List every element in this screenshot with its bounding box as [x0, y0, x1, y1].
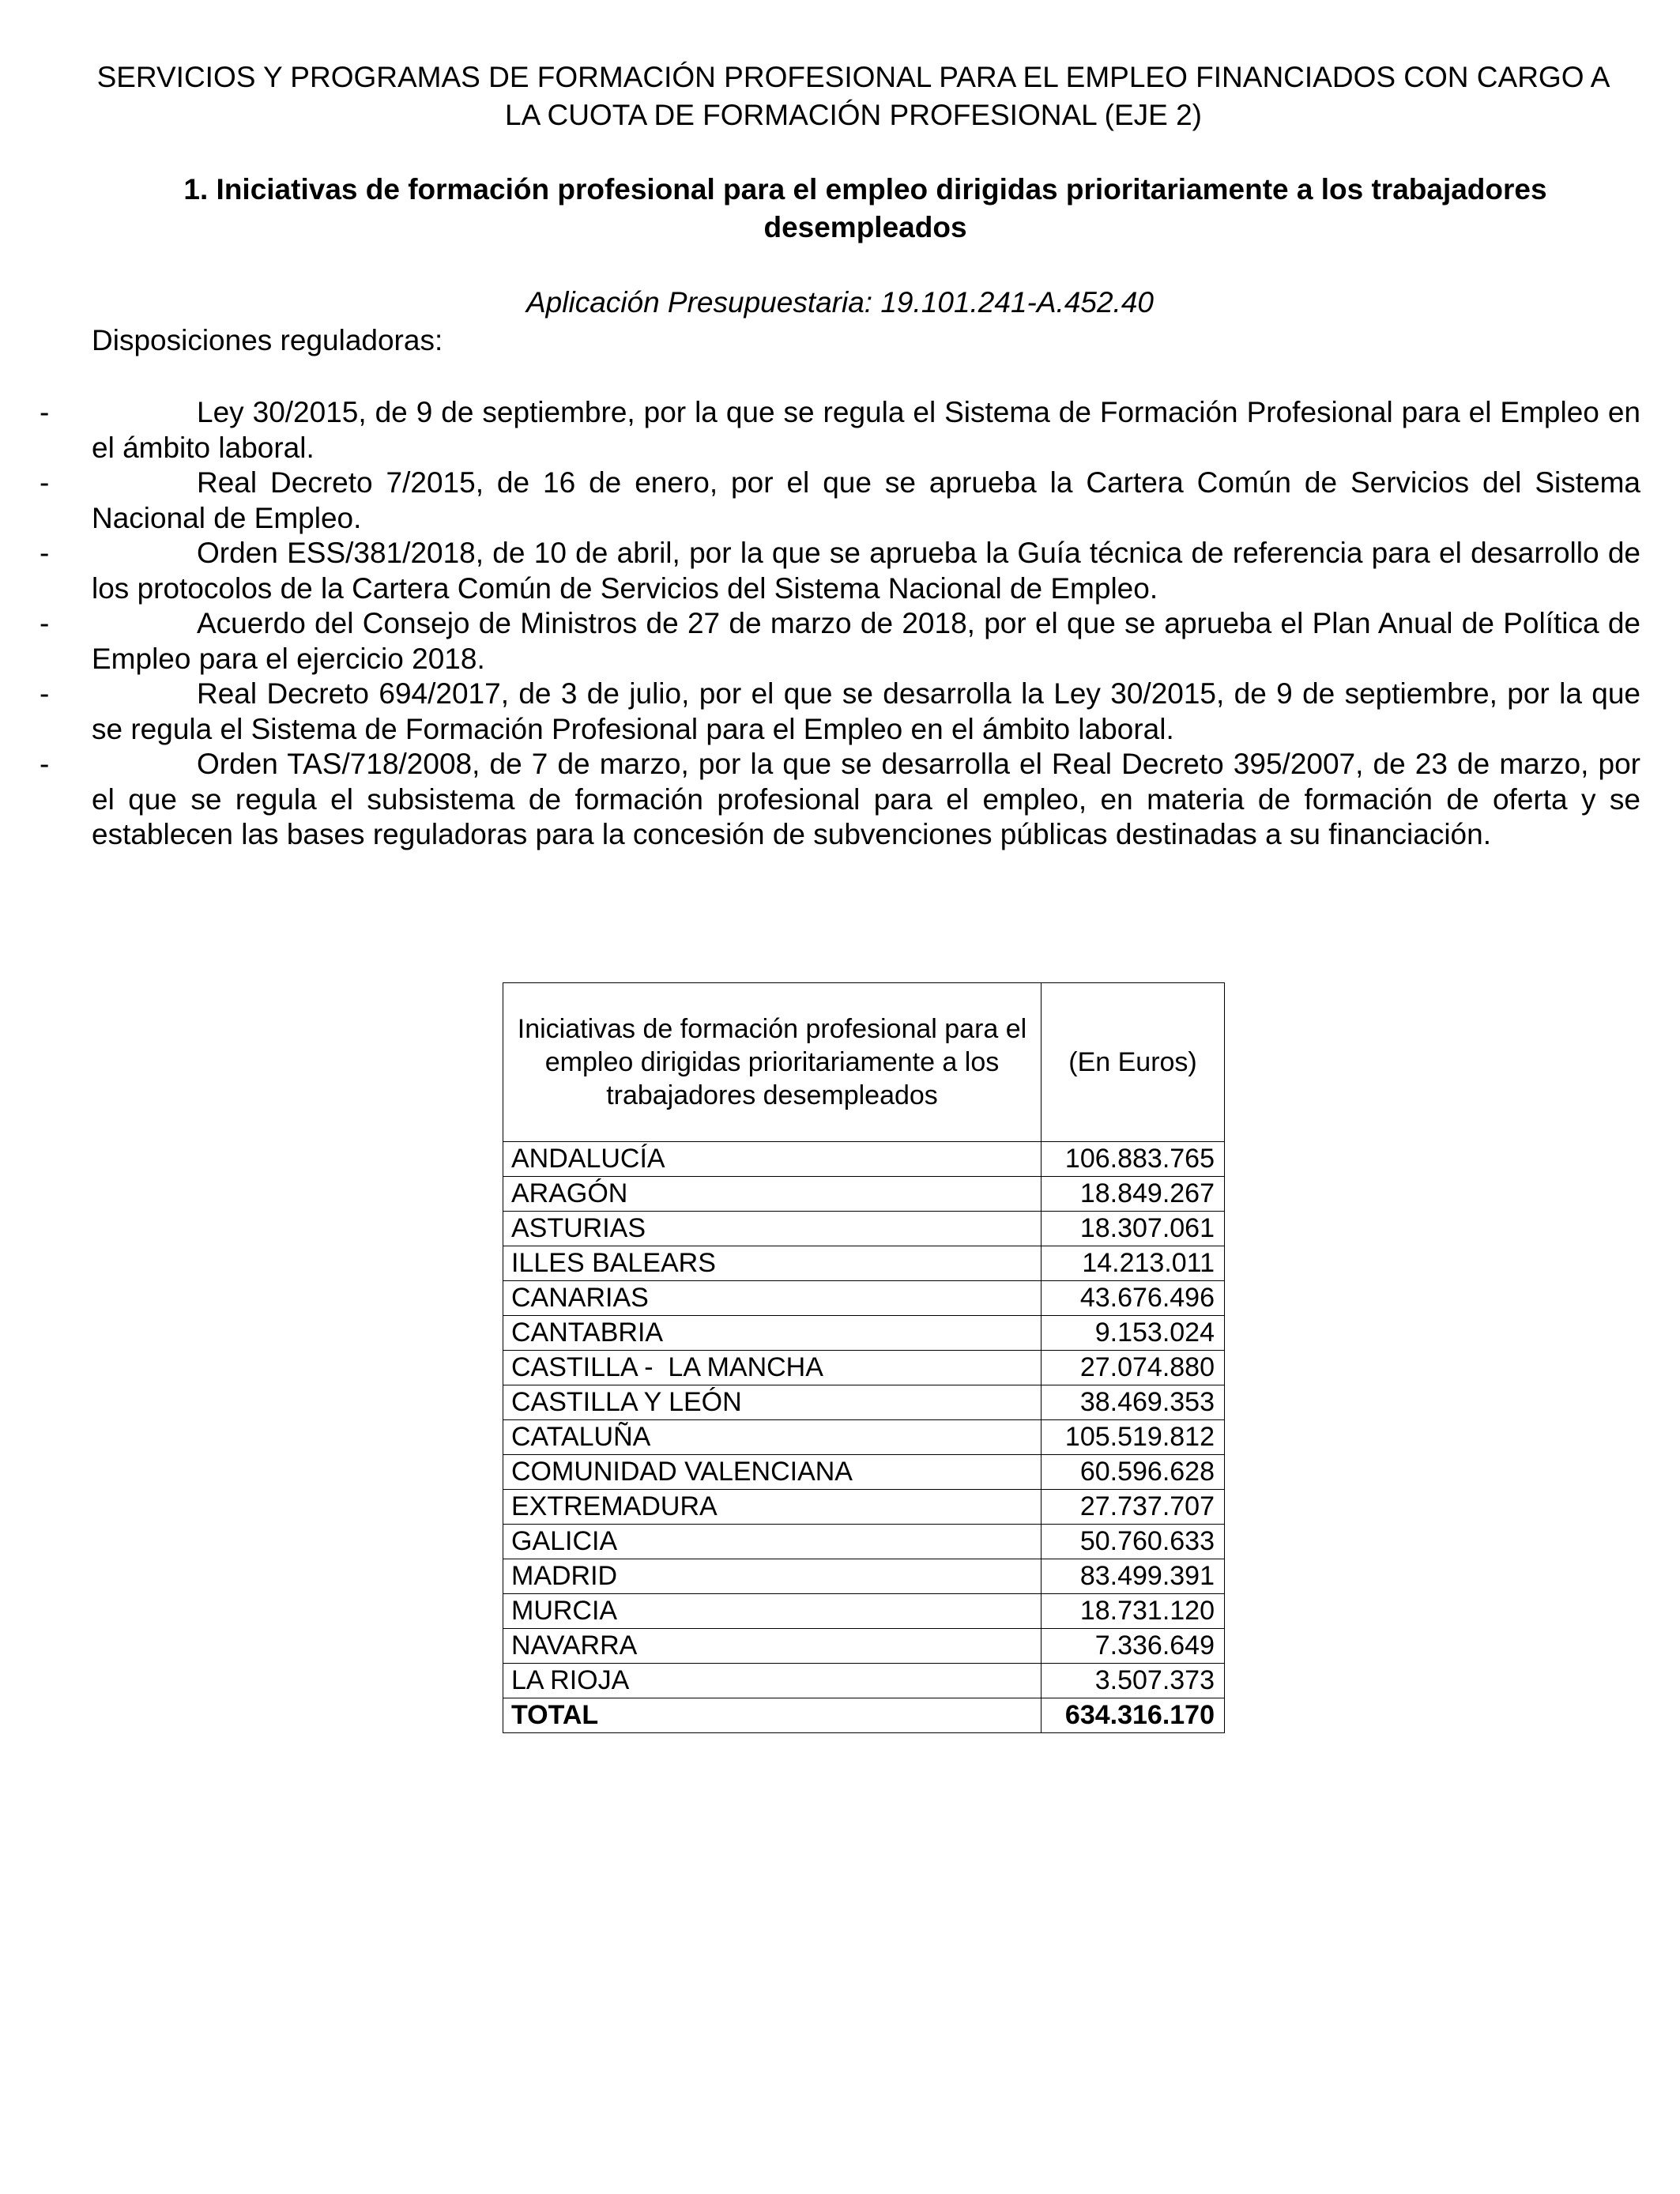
region-cell: CANTABRIA — [503, 1316, 1042, 1351]
regulation-text: Orden TAS/718/2008, de 7 de marzo, por la que se desarrolla el Real Decreto 395/2007, de 23 de marzo, por el que se regula el subsistema de formación profesional para el empleo, en materia de formación de oferta y se establecen las bases reguladoras para la concesión de subvenciones públicas destinadas a su financiación. — [92, 748, 1640, 850]
region-cell: CASTILLA Y LEÓN — [503, 1385, 1042, 1420]
region-cell: ANDALUCÍA — [503, 1142, 1042, 1177]
region-cell: NAVARRA — [503, 1629, 1042, 1664]
region-cell: EXTREMADURA — [503, 1490, 1042, 1525]
table-row — [503, 1420, 1225, 1455]
header-region: Iniciativas de formación profesional para el empleo dirigidas prioritariamente a los trabajadores desempleados — [503, 983, 1042, 1142]
amount-cell: 27.074.880 — [1042, 1351, 1225, 1385]
region-cell: CASTILLA - LA MANCHA — [503, 1351, 1042, 1385]
region-cell: CANARIAS — [503, 1281, 1042, 1316]
budget-line: Aplicación Presupuestaria: 19.101.241-A.452.40 — [526, 286, 1154, 319]
amount-cell: 9.153.024 — [1042, 1316, 1225, 1351]
region-cell: GALICIA — [503, 1525, 1042, 1559]
regulation-text: Orden ESS/381/2018, de 10 de abril, por la que se aprueba la Guía técnica de referencia para el desarrollo de los protocolos de la Cartera Común de Servicios del Sistema Nacional de Empleo. — [92, 537, 1640, 605]
regulation-item — [0, 536, 1640, 606]
region-cell: MADRID — [503, 1559, 1042, 1594]
amount-cell: 83.499.391 — [1042, 1559, 1225, 1594]
region-cell: CATALUÑA — [503, 1420, 1042, 1455]
amount-cell: 105.519.812 — [1042, 1420, 1225, 1455]
regulation-dash: - — [40, 396, 50, 428]
region-cell: ILLES BALEARS — [503, 1246, 1042, 1281]
total-amount: 634.316.170 — [1042, 1698, 1225, 1733]
region-cell: ASTURIAS — [503, 1212, 1042, 1246]
table-row — [503, 1629, 1225, 1664]
header-amount: (En Euros) — [1042, 983, 1225, 1142]
regulation-dash: - — [40, 677, 50, 710]
amount-cell: 106.883.765 — [1042, 1142, 1225, 1177]
table-row — [503, 1455, 1225, 1490]
table-row — [503, 1142, 1225, 1177]
amount-cell: 18.731.120 — [1042, 1594, 1225, 1629]
regulation-item — [0, 606, 1640, 677]
table-row — [503, 1177, 1225, 1212]
regulation-item — [0, 747, 1640, 853]
amount-cell: 60.596.628 — [1042, 1455, 1225, 1490]
total-label: TOTAL — [503, 1698, 1042, 1733]
regulation-item — [0, 395, 1640, 466]
table-row — [503, 1316, 1225, 1351]
table-row — [503, 1246, 1225, 1281]
regulation-dash: - — [40, 537, 50, 569]
regulation-item — [0, 677, 1640, 747]
region-cell: ARAGÓN — [503, 1177, 1042, 1212]
regulation-text: Ley 30/2015, de 9 de septiembre, por la que se regula el Sistema de Formación Profesional para el Empleo en el ámbito laboral. — [92, 396, 1640, 464]
amount-cell: 7.336.649 — [1042, 1629, 1225, 1664]
table-row — [503, 1212, 1225, 1246]
table-row — [503, 1664, 1225, 1698]
table-row — [503, 1351, 1225, 1385]
regulation-text: Real Decreto 7/2015, de 16 de enero, por el que se aprueba la Cartera Común de Servicios del Sistema Nacional de Empleo. — [92, 466, 1640, 534]
amount-cell: 50.760.633 — [1042, 1525, 1225, 1559]
regulations-list — [0, 395, 1680, 853]
regulations-label: Disposiciones reguladoras: — [92, 324, 443, 356]
amounts-table-wrapper — [503, 982, 1224, 1733]
regulation-dash: - — [40, 466, 50, 499]
regulation-item — [0, 466, 1640, 536]
region-cell: MURCIA — [503, 1594, 1042, 1629]
region-cell: COMUNIDAD VALENCIANA — [503, 1455, 1042, 1490]
amount-cell: 18.849.267 — [1042, 1177, 1225, 1212]
table-row — [503, 1281, 1225, 1316]
total-row — [503, 1698, 1225, 1733]
region-cell: LA RIOJA — [503, 1664, 1042, 1698]
table-row — [503, 1385, 1225, 1420]
section-heading: 1. Iniciativas de formación profesional para el empleo dirigidas prioritariamente a los trabajadores desempleados — [183, 173, 1547, 243]
amount-cell: 18.307.061 — [1042, 1212, 1225, 1246]
regulation-dash: - — [40, 748, 50, 780]
table-row — [503, 1525, 1225, 1559]
amount-cell: 14.213.011 — [1042, 1246, 1225, 1281]
amount-cell: 3.507.373 — [1042, 1664, 1225, 1698]
table-row — [503, 1559, 1225, 1594]
table-row — [503, 1490, 1225, 1525]
document-title: SERVICIOS Y PROGRAMAS DE FORMACIÓN PROFESIONAL PARA EL EMPLEO FINANCIADOS CON CARGO A LA CUOTA DE FORMACIÓN PROFESIONAL (EJE 2) — [96, 61, 1610, 131]
amount-cell: 27.737.707 — [1042, 1490, 1225, 1525]
regulation-dash: - — [40, 607, 50, 639]
table-row — [503, 1594, 1225, 1629]
regulation-text: Acuerdo del Consejo de Ministros de 27 de marzo de 2018, por el que se aprueba el Plan Anual de Política de Empleo para el ejercicio 2018. — [92, 607, 1640, 675]
regulation-text: Real Decreto 694/2017, de 3 de julio, por el que se desarrolla la Ley 30/2015, de 9 de septiembre, por la que se regula el Sistema de Formación Profesional para el Empleo en el ámbito laboral. — [92, 677, 1640, 745]
table-header-row — [503, 983, 1225, 1142]
amount-cell: 38.469.353 — [1042, 1385, 1225, 1420]
amount-cell: 43.676.496 — [1042, 1281, 1225, 1316]
amounts-table — [503, 982, 1225, 1733]
